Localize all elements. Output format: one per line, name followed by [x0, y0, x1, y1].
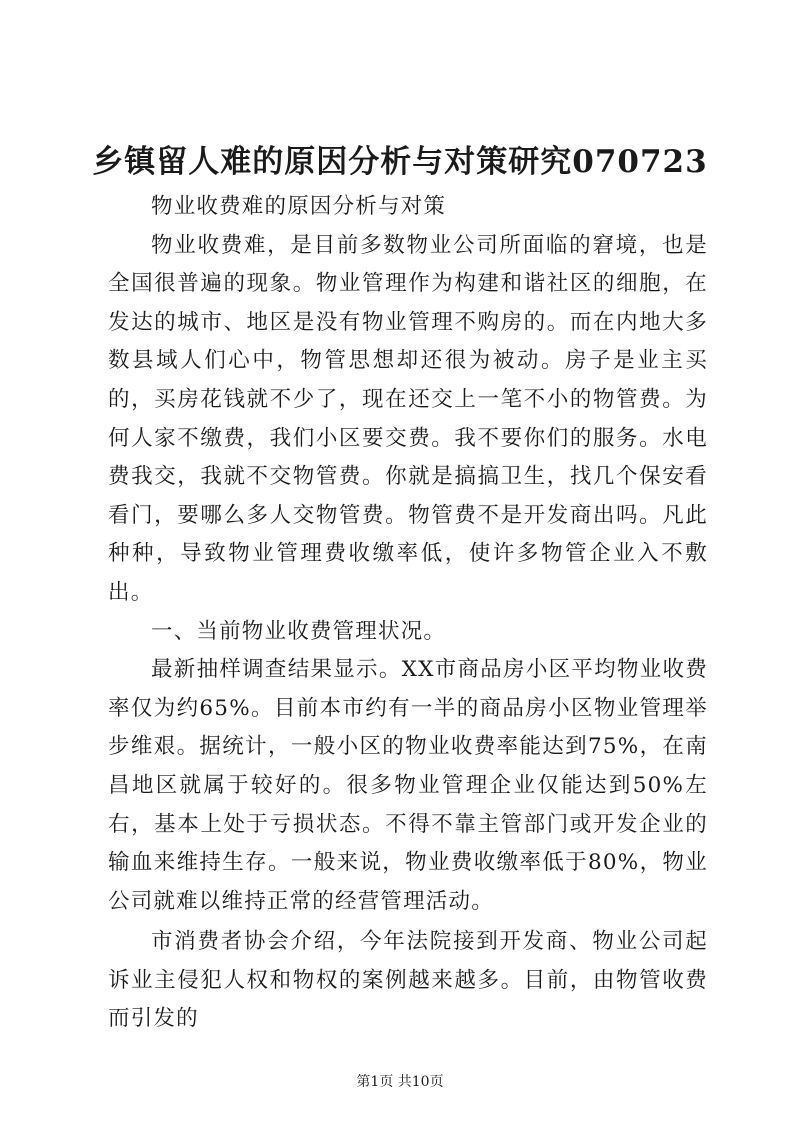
- paragraph: 最新抽样调查结果显示。XX市商品房小区平均物业收费率仅为约65%。目前本市约有一半的商品房小区物业管理举步维艰。据统计，一般小区的物业收费率能达到75%，在南昌地区就属于较好的。很多物业管理企业仅能达到50%左右，基本上处于亏损状态。不得不靠主管部门或开发企业的输血来维持生存。一般来说，物业费收缴率低于80%，物业公司就难以维持正常的经营管理活动。: [108, 657, 708, 914]
- section-subtitle: 物业收费难的原因分析与对策: [151, 194, 447, 219]
- paragraph: 市消费者协会介绍，今年法院接到开发商、物业公司起诉业主侵犯人权和物权的案例越来越多。目前，由物管收费而引发的: [108, 929, 708, 1032]
- page-number-footer: 第1页 共10页: [356, 1074, 444, 1090]
- document-title: 乡镇留人难的原因分析与对策研究070723: [92, 144, 708, 180]
- paragraph: 物业收费难，是目前多数物业公司所面临的窘境，也是全国很普遍的现象。物业管理作为构建和谐社区的细胞，在发达的城市、地区是没有物业管理不购房的。而在内地大多数县域人们心中，物管思想却还很为被动。房子是业主买的，买房花钱就不少了，现在还交上一笔不小的物管费。为何人家不缴费，我们小区要交费。我不要你们的服务。水电费我交，我就不交物管费。你就是搞搞卫生，找几个保安看看门，要哪么多人交物管费。物管费不是开发商出吗。凡此种种，导致物业管理费收缴率低，使许多物管企业入不敷出。: [108, 232, 708, 605]
- section-heading: 一、当前物业收费管理状况。: [151, 618, 447, 644]
- document-body: [108, 188, 708, 1039]
